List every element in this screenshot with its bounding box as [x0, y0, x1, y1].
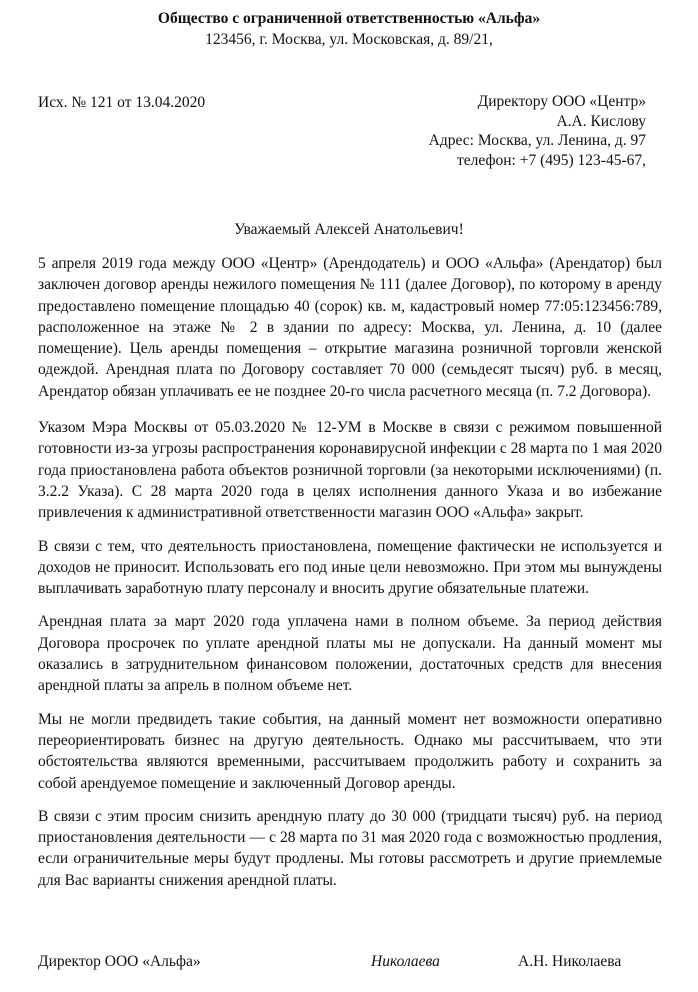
recipient-phone: телефон: +7 (495) 123-45-67,: [457, 151, 646, 169]
paragraph: Указом Мэра Москвы от 05.03.2020 № 12-УМ в Москве в связи с режимом повышенной готовности из-за угрозы распространения коронавирусной инфекции с 28 марта по 1 мая 2020 года приостановлена работа объектов розничной торговли (за некоторыми исключениями) (п. 3.2.2 Указа). С 28 марта 2020 года в целях исполнения данного Указа и во избежание привлечения к административной ответственности магазин ООО «Альфа» закрыт.: [38, 419, 662, 522]
paragraph: В связи с этим просим снизить арендную плату до 30 000 (тридцати тысяч) руб. на период приостановления деятельности — с 28 марта по 31 мая 2020 года с возможностью продления, если ограничительные меры будут продлены. Мы готовы рассмотреть и другие приемлемые для Вас варианты снижения арендной платы.: [38, 807, 662, 889]
recipient-name: А.А. Кислову: [556, 112, 646, 130]
paragraph: Арендная плата за март 2020 года уплачена нами в полном объеме. За период действия Договора просрочек по уплате арендной платы мы не допускали. На данный момент мы оказались в затруднительном финансовом положении, достаточных средств для внесения арендной платы за апрель в полном объеме нет.: [38, 613, 662, 695]
paragraph: 5 апреля 2019 года между ООО «Центр» (Арендодатель) и ООО «Альфа» (Арендатор) был заключен договор аренды нежилого помещения № 111 (далее Договор), по которому в аренду предоставлено помещение площадью 40 (сорок) кв. м, кадастровый номер 77:05:123456:789, расположенное на этаже № 2 в здании по адресу: Москва, ул. Ленина, д. 10 (далее помещение). Цель аренды помещения – открытие магазина розничной торговли женской одеждой. Арендная плата по Договору составляет 70 000 (семьдесят тысяч) руб. в месяц, Арендатор обязан уплачивать ее не позднее 20-го числа расчетного месяца (п. 7.2 Договора).: [38, 255, 662, 400]
signer-name: А.Н. Николаева: [518, 953, 622, 970]
paragraph: Мы не могли предвидеть такие события, на данный момент нет возможности оперативно переориентировать бизнес на другую деятельность. Однако мы рассчитываем, что эти обстоятельства являются временными, рассчитываем продолжить работу и сохранить за собой арендуемое помещение и заключенный Договор аренды.: [38, 710, 662, 792]
letterhead: [0, 8, 698, 50]
outgoing-number: Исх. № 121 от 13.04.2020: [38, 94, 206, 111]
paragraph: В связи с тем, что деятельность приостановлена, помещение фактически не используется и доходов не приносит. Использовать его под иные цели невозможно. При этом мы вынуждены выплачивать заработную плату персоналу и вносить другие обязательные платежи.: [38, 537, 662, 598]
letter-body: [38, 253, 662, 903]
company-name: Общество с ограниченной ответственностью «Альфа»: [157, 10, 541, 27]
greeting: Уважаемый Алексей Анатольевич!: [234, 221, 464, 238]
handwritten-signature: Николаева: [371, 953, 440, 970]
recipient-block: [429, 92, 646, 170]
recipient-address: Адрес: Москва, ул. Ленина, д. 97: [428, 132, 646, 149]
signer-position: Директор ООО «Альфа»: [38, 953, 201, 970]
company-address: 123456, г. Москва, ул. Московская, д. 89/21,: [205, 31, 493, 48]
recipient-title: Директору ООО «Центр»: [477, 93, 646, 110]
